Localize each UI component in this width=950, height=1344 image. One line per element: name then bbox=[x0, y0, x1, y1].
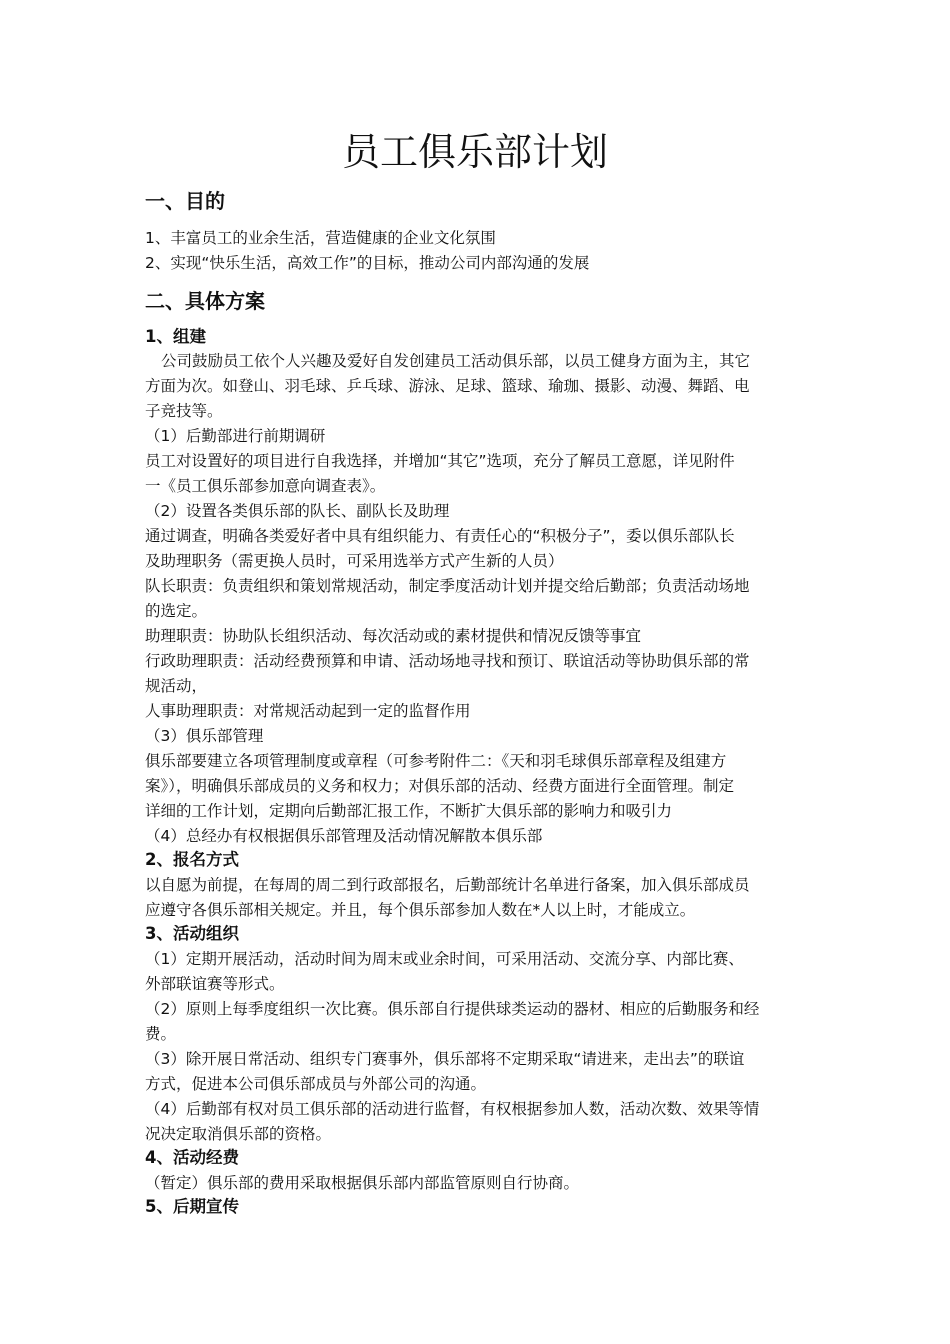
paragraph-line: 员工对设置好的项目进行自我选择，并增加“其它”选项，充分了解员工意愿，详见附件 bbox=[145, 452, 735, 470]
section-heading-purpose: 一、目的 bbox=[145, 189, 225, 213]
paragraph-line: 以自愿为前提，在每周的周二到行政部报名，后勤部统计名单进行备案，加入俱乐部成员 bbox=[145, 876, 750, 894]
subsection-heading-promotion: 5、后期宣传 bbox=[145, 1197, 239, 1216]
paragraph-line: 应遵守各俱乐部相关规定。并且，每个俱乐部参加人数在*人以上时，才能成立。 bbox=[145, 901, 696, 919]
paragraph-line: （3）除开展日常活动、组织专门赛事外，俱乐部将不定期采取“请进来，走出去”的联谊 bbox=[145, 1050, 745, 1068]
paragraph-line: 规活动， bbox=[145, 677, 208, 695]
subsection-heading-activities: 3、活动组织 bbox=[145, 924, 239, 943]
paragraph-line: 的选定。 bbox=[145, 602, 208, 620]
subsection-heading-organize: 1、组建 bbox=[145, 327, 206, 346]
section-heading-plan: 二、具体方案 bbox=[145, 289, 265, 313]
purpose-item: 1、丰富员工的业余生活，营造健康的企业文化氛围 bbox=[145, 229, 496, 247]
paragraph-line: 外部联谊赛等形式。 bbox=[145, 975, 285, 993]
paragraph-line: （1）后勤部进行前期调研 bbox=[145, 427, 326, 445]
paragraph-line: 案》），明确俱乐部成员的义务和权力；对俱乐部的活动、经费方面进行全面管理。制定 bbox=[145, 777, 735, 795]
paragraph-line: 详细的工作计划，定期向后勤部汇报工作，不断扩大俱乐部的影响力和吸引力 bbox=[145, 802, 673, 820]
paragraph-line: 行政助理职责：活动经费预算和申请、活动场地寻找和预订、联谊活动等协助俱乐部的常 bbox=[145, 652, 750, 670]
paragraph-line: （2）设置各类俱乐部的队长、副队长及助理 bbox=[145, 502, 450, 520]
paragraph-line: 况决定取消俱乐部的资格。 bbox=[145, 1125, 332, 1143]
paragraph-line: 队长职责：负责组织和策划常规活动，制定季度活动计划并提交给后勤部；负责活动场地 bbox=[145, 577, 750, 595]
paragraph-line: 通过调查，明确各类爱好者中具有组织能力、有责任心的“积极分子”，委以俱乐部队长 bbox=[145, 527, 735, 545]
subsection-heading-funding: 4、活动经费 bbox=[145, 1148, 239, 1167]
purpose-item: 2、实现“快乐生活，高效工作”的目标，推动公司内部沟通的发展 bbox=[145, 254, 590, 272]
paragraph-line: 费。 bbox=[145, 1025, 177, 1043]
paragraph-line: （3）俱乐部管理 bbox=[145, 727, 264, 745]
paragraph-line: 方面为次。如登山、羽毛球、乒乓球、游泳、足球、篮球、瑜珈、摄影、动漫、舞蹈、电 bbox=[145, 377, 750, 395]
paragraph-line: （4）总经办有权根据俱乐部管理及活动情况解散本俱乐部 bbox=[145, 827, 543, 845]
document-title: 员工俱乐部计划 bbox=[341, 130, 608, 174]
paragraph-line: 一《员工俱乐部参加意向调查表》。 bbox=[145, 477, 386, 495]
paragraph-line: （1）定期开展活动，活动时间为周末或业余时间，可采用活动、交流分享、内部比赛、 bbox=[145, 950, 744, 968]
paragraph-line: 方式，促进本公司俱乐部成员与外部公司的沟通。 bbox=[145, 1075, 487, 1093]
paragraph-line: 及助理职务（需更换人员时，可采用选举方式产生新的人员） bbox=[145, 552, 564, 570]
paragraph-line: 公司鼓励员工依个人兴趣及爱好自发创建员工活动俱乐部，以员工健身方面为主，其它 bbox=[161, 352, 751, 370]
subsection-heading-signup: 2、报名方式 bbox=[145, 850, 239, 869]
paragraph-line: （暂定）俱乐部的费用采取根据俱乐部内部监管原则自行协商。 bbox=[145, 1174, 580, 1192]
paragraph-line: （4）后勤部有权对员工俱乐部的活动进行监督，有权根据参加人数，活动次数、效果等情 bbox=[145, 1100, 760, 1118]
paragraph-line: 子竞技等。 bbox=[145, 402, 223, 420]
paragraph-line: 人事助理职责：对常规活动起到一定的监督作用 bbox=[145, 702, 471, 720]
paragraph-line: 助理职责：协助队长组织活动、每次活动或的素材提供和情况反馈等事宜 bbox=[145, 627, 642, 645]
paragraph-line: （2）原则上每季度组织一次比赛。俱乐部自行提供球类运动的器材、相应的后勤服务和经 bbox=[145, 1000, 760, 1018]
paragraph-line: 俱乐部要建立各项管理制度或章程（可参考附件二：《天和羽毛球俱乐部章程及组建方 bbox=[145, 752, 727, 770]
